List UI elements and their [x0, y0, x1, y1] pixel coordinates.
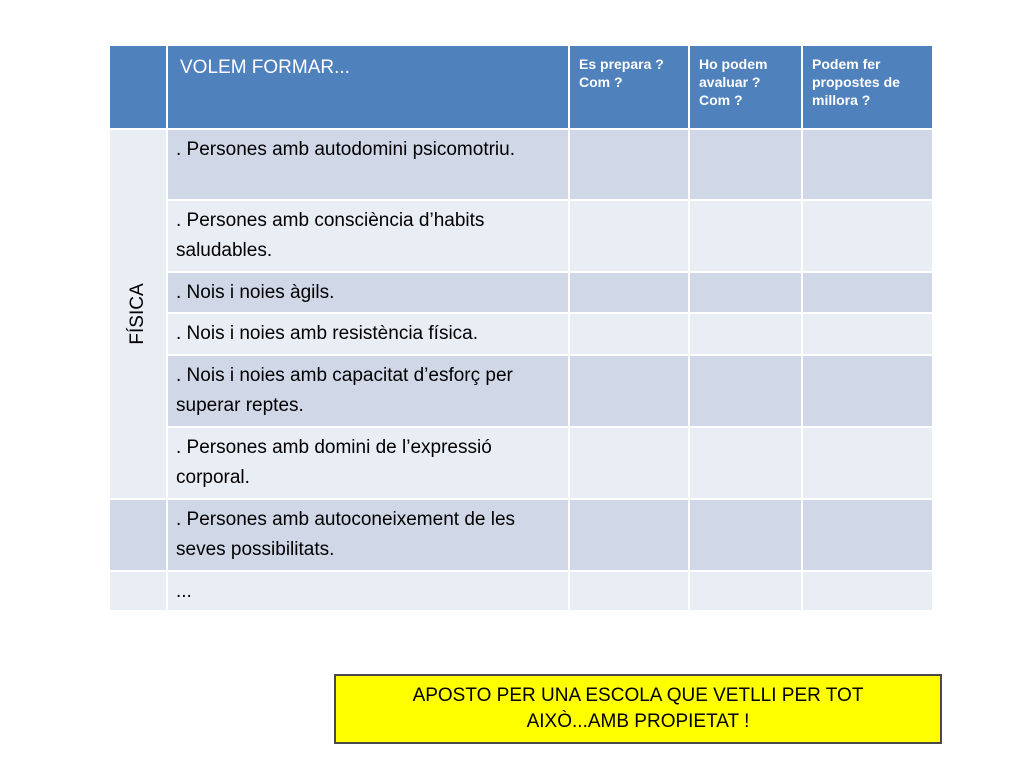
table-row [109, 272, 933, 313]
empty-cell [802, 200, 933, 272]
empty-cell [689, 427, 802, 499]
table-row [109, 129, 933, 200]
table-row [109, 427, 933, 499]
row-item-text: . Nois i noies amb capacitat d’esforç per superar reptes. [167, 355, 569, 427]
empty-cell [802, 499, 933, 571]
table-header-row [109, 45, 933, 129]
header-es-prepara: Es prepara ? Com ? [569, 45, 689, 129]
empty-cell [689, 571, 802, 611]
header-propostes-millora: Podem fer propostes de millora ? [802, 45, 933, 129]
empty-cell [802, 272, 933, 313]
empty-cell [109, 571, 167, 611]
callout-text: APOSTO PER UNA ESCOLA QUE VETLLI PER TOT AIXÒ...AMB PROPIETAT ! [412, 685, 864, 732]
empty-cell [569, 129, 689, 200]
table-row [109, 355, 933, 427]
table-row [109, 313, 933, 355]
empty-cell [569, 427, 689, 499]
empty-cell [569, 355, 689, 427]
empty-cell [802, 129, 933, 200]
row-item-text: . Nois i noies àgils. [167, 272, 569, 313]
empty-cell [689, 129, 802, 200]
empty-cell [109, 499, 167, 571]
header-empty-cell [109, 45, 167, 129]
row-item-text: . Persones amb consciència d’habits saludables. [167, 200, 569, 272]
empty-cell [802, 427, 933, 499]
category-label: FÍSICA [127, 283, 148, 345]
empty-cell [802, 355, 933, 427]
empty-cell [569, 200, 689, 272]
category-cell [109, 129, 167, 499]
header-ho-podem-avaluar: Ho podem avaluar ? Com ? [689, 45, 802, 129]
table-row [109, 571, 933, 611]
empty-cell [569, 571, 689, 611]
row-item-text: ... [167, 571, 569, 611]
empty-cell [689, 355, 802, 427]
row-item-text: . Nois i noies amb resistència física. [167, 313, 569, 355]
table-row [109, 200, 933, 272]
empty-cell [569, 499, 689, 571]
empty-cell [689, 313, 802, 355]
empty-cell [569, 272, 689, 313]
row-item-text: . Persones amb domini de l’expressió corporal. [167, 427, 569, 499]
objectives-table [108, 44, 934, 612]
callout-box [334, 674, 942, 744]
empty-cell [569, 313, 689, 355]
header-volem-formar: VOLEM FORMAR... [167, 45, 569, 129]
table-row [109, 499, 933, 571]
row-item-text: . Persones amb autoconeixement de les seves possibilitats. [167, 499, 569, 571]
empty-cell [689, 272, 802, 313]
empty-cell [689, 499, 802, 571]
empty-cell [689, 200, 802, 272]
row-item-text: . Persones amb autodomini psicomotriu. [167, 129, 569, 200]
empty-cell [802, 313, 933, 355]
empty-cell [802, 571, 933, 611]
